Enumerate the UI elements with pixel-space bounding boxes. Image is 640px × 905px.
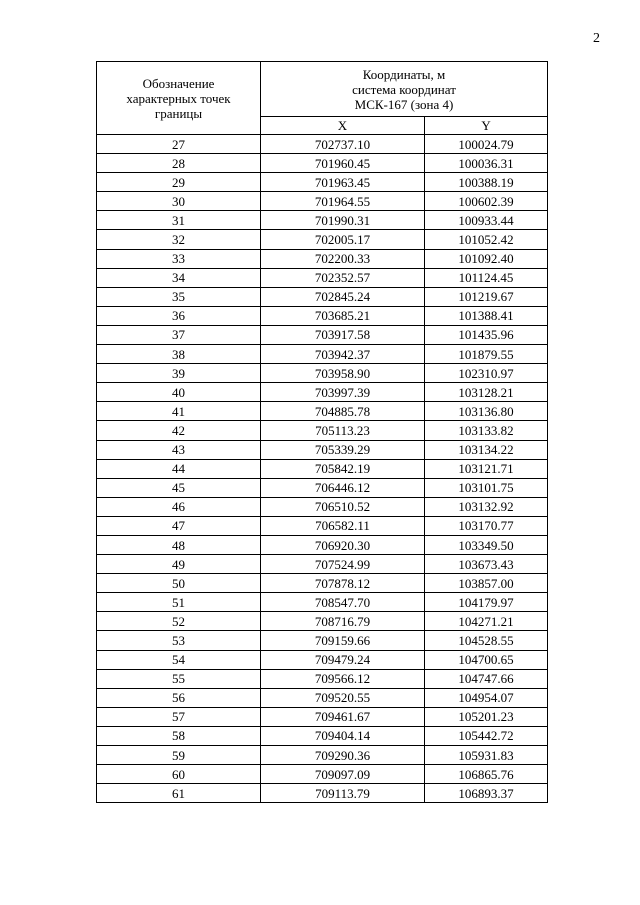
x-coordinate-cell: 702737.10 [261, 135, 425, 154]
point-number-cell: 44 [97, 459, 261, 478]
y-coordinate-cell: 101388.41 [425, 306, 548, 325]
x-coordinate-cell: 709461.67 [261, 707, 425, 726]
x-coordinate-cell: 702845.24 [261, 287, 425, 306]
x-coordinate-cell: 706920.30 [261, 535, 425, 554]
point-number-cell: 53 [97, 631, 261, 650]
point-number-cell: 61 [97, 784, 261, 803]
y-coordinate-cell: 103132.92 [425, 497, 548, 516]
point-number-cell: 56 [97, 688, 261, 707]
point-number-cell: 50 [97, 574, 261, 593]
point-number-cell: 39 [97, 364, 261, 383]
point-number-cell: 51 [97, 593, 261, 612]
table-row [97, 535, 548, 554]
y-coordinate-cell: 100933.44 [425, 211, 548, 230]
point-number-cell: 52 [97, 612, 261, 631]
x-coordinate-cell: 705339.29 [261, 440, 425, 459]
header-coords-line-2: система координат [352, 81, 456, 97]
y-coordinate-cell: 103128.21 [425, 383, 548, 402]
y-coordinate-cell: 103136.80 [425, 402, 548, 421]
point-number-cell: 29 [97, 173, 261, 192]
point-number-cell: 33 [97, 249, 261, 268]
x-coordinate-cell: 708716.79 [261, 612, 425, 631]
x-coordinate-cell: 706582.11 [261, 516, 425, 535]
y-coordinate-cell: 106865.76 [425, 765, 548, 784]
x-coordinate-cell: 709520.55 [261, 688, 425, 707]
point-number-cell: 38 [97, 345, 261, 364]
y-coordinate-cell: 101435.96 [425, 325, 548, 344]
table-row [97, 497, 548, 516]
table-row [97, 211, 548, 230]
y-coordinate-cell: 105442.72 [425, 726, 548, 745]
x-coordinate-cell: 708547.70 [261, 593, 425, 612]
table-row [97, 287, 548, 306]
header-point-line-3: границы [154, 105, 203, 121]
table-row [97, 268, 548, 287]
point-number-cell: 45 [97, 478, 261, 497]
x-coordinate-cell: 703997.39 [261, 383, 425, 402]
y-coordinate-cell: 105931.83 [425, 746, 548, 765]
x-coordinate-cell: 703942.37 [261, 345, 425, 364]
header-point-line-2: характерных точек [126, 90, 231, 106]
table-row [97, 478, 548, 497]
y-coordinate-cell: 103857.00 [425, 574, 548, 593]
table-row [97, 707, 548, 726]
x-coordinate-cell: 709404.14 [261, 726, 425, 745]
x-coordinate-cell: 709113.79 [261, 784, 425, 803]
table-row [97, 383, 548, 402]
header-coords-line-1: Координаты, м [362, 66, 446, 82]
table-row [97, 669, 548, 688]
x-coordinate-cell: 707878.12 [261, 574, 425, 593]
point-number-cell: 60 [97, 765, 261, 784]
table-row [97, 364, 548, 383]
table-row [97, 192, 548, 211]
x-coordinate-cell: 709290.36 [261, 746, 425, 765]
point-number-cell: 28 [97, 154, 261, 173]
table-row [97, 306, 548, 325]
table-row [97, 421, 548, 440]
y-coordinate-cell: 103170.77 [425, 516, 548, 535]
point-number-cell: 35 [97, 287, 261, 306]
header-y: Y [425, 117, 548, 135]
point-number-cell: 42 [97, 421, 261, 440]
header-coordinates [261, 62, 548, 117]
x-coordinate-cell: 705113.23 [261, 421, 425, 440]
y-coordinate-cell: 101124.45 [425, 268, 548, 287]
coordinates-table [96, 61, 548, 803]
x-coordinate-cell: 701964.55 [261, 192, 425, 211]
x-coordinate-cell: 701960.45 [261, 154, 425, 173]
y-coordinate-cell: 104747.66 [425, 669, 548, 688]
y-coordinate-cell: 104179.97 [425, 593, 548, 612]
table-row [97, 516, 548, 535]
table-row [97, 154, 548, 173]
table-row [97, 459, 548, 478]
x-coordinate-cell: 703917.58 [261, 325, 425, 344]
table-row [97, 325, 548, 344]
table-row [97, 555, 548, 574]
point-number-cell: 49 [97, 555, 261, 574]
x-coordinate-cell: 709097.09 [261, 765, 425, 784]
table-row [97, 784, 548, 803]
header-point-designation [97, 62, 261, 135]
point-number-cell: 31 [97, 211, 261, 230]
y-coordinate-cell: 103101.75 [425, 478, 548, 497]
table-row [97, 249, 548, 268]
y-coordinate-cell: 100602.39 [425, 192, 548, 211]
y-coordinate-cell: 103121.71 [425, 459, 548, 478]
y-coordinate-cell: 103134.22 [425, 440, 548, 459]
x-coordinate-cell: 709159.66 [261, 631, 425, 650]
point-number-cell: 30 [97, 192, 261, 211]
y-coordinate-cell: 101052.42 [425, 230, 548, 249]
x-coordinate-cell: 701990.31 [261, 211, 425, 230]
y-coordinate-cell: 103133.82 [425, 421, 548, 440]
table-row [97, 726, 548, 745]
y-coordinate-cell: 100388.19 [425, 173, 548, 192]
table-row [97, 593, 548, 612]
point-number-cell: 27 [97, 135, 261, 154]
point-number-cell: 55 [97, 669, 261, 688]
y-coordinate-cell: 103673.43 [425, 555, 548, 574]
y-coordinate-cell: 104271.21 [425, 612, 548, 631]
page-number: 2 [593, 31, 600, 46]
point-number-cell: 57 [97, 707, 261, 726]
table-row [97, 612, 548, 631]
point-number-cell: 37 [97, 325, 261, 344]
x-coordinate-cell: 705842.19 [261, 459, 425, 478]
point-number-cell: 48 [97, 535, 261, 554]
y-coordinate-cell: 100036.31 [425, 154, 548, 173]
table-row [97, 574, 548, 593]
table-row [97, 440, 548, 459]
point-number-cell: 34 [97, 268, 261, 287]
x-coordinate-cell: 704885.78 [261, 402, 425, 421]
y-coordinate-cell: 102310.97 [425, 364, 548, 383]
point-number-cell: 41 [97, 402, 261, 421]
table-row [97, 345, 548, 364]
table-row [97, 765, 548, 784]
table-row [97, 688, 548, 707]
y-coordinate-cell: 101092.40 [425, 249, 548, 268]
table-row [97, 631, 548, 650]
y-coordinate-cell: 106893.37 [425, 784, 548, 803]
y-coordinate-cell: 101219.67 [425, 287, 548, 306]
table-row [97, 402, 548, 421]
x-coordinate-cell: 702005.17 [261, 230, 425, 249]
y-coordinate-cell: 104528.55 [425, 631, 548, 650]
header-coords-line-3: МСК-167 (зона 4) [354, 96, 454, 112]
y-coordinate-cell: 103349.50 [425, 535, 548, 554]
table-row [97, 173, 548, 192]
table-row [97, 135, 548, 154]
point-number-cell: 47 [97, 516, 261, 535]
y-coordinate-cell: 104700.65 [425, 650, 548, 669]
point-number-cell: 40 [97, 383, 261, 402]
x-coordinate-cell: 707524.99 [261, 555, 425, 574]
table-row [97, 746, 548, 765]
y-coordinate-cell: 105201.23 [425, 707, 548, 726]
point-number-cell: 58 [97, 726, 261, 745]
y-coordinate-cell: 104954.07 [425, 688, 548, 707]
x-coordinate-cell: 703958.90 [261, 364, 425, 383]
table-row [97, 230, 548, 249]
x-coordinate-cell: 702352.57 [261, 268, 425, 287]
point-number-cell: 43 [97, 440, 261, 459]
table-row [97, 650, 548, 669]
point-number-cell: 32 [97, 230, 261, 249]
point-number-cell: 59 [97, 746, 261, 765]
x-coordinate-cell: 706510.52 [261, 497, 425, 516]
point-number-cell: 46 [97, 497, 261, 516]
y-coordinate-cell: 101879.55 [425, 345, 548, 364]
x-coordinate-cell: 709566.12 [261, 669, 425, 688]
header-point-line-1: Обозначение [142, 75, 215, 91]
point-number-cell: 54 [97, 650, 261, 669]
x-coordinate-cell: 709479.24 [261, 650, 425, 669]
x-coordinate-cell: 703685.21 [261, 306, 425, 325]
x-coordinate-cell: 706446.12 [261, 478, 425, 497]
x-coordinate-cell: 702200.33 [261, 249, 425, 268]
header-x: X [261, 117, 425, 135]
x-coordinate-cell: 701963.45 [261, 173, 425, 192]
y-coordinate-cell: 100024.79 [425, 135, 548, 154]
point-number-cell: 36 [97, 306, 261, 325]
